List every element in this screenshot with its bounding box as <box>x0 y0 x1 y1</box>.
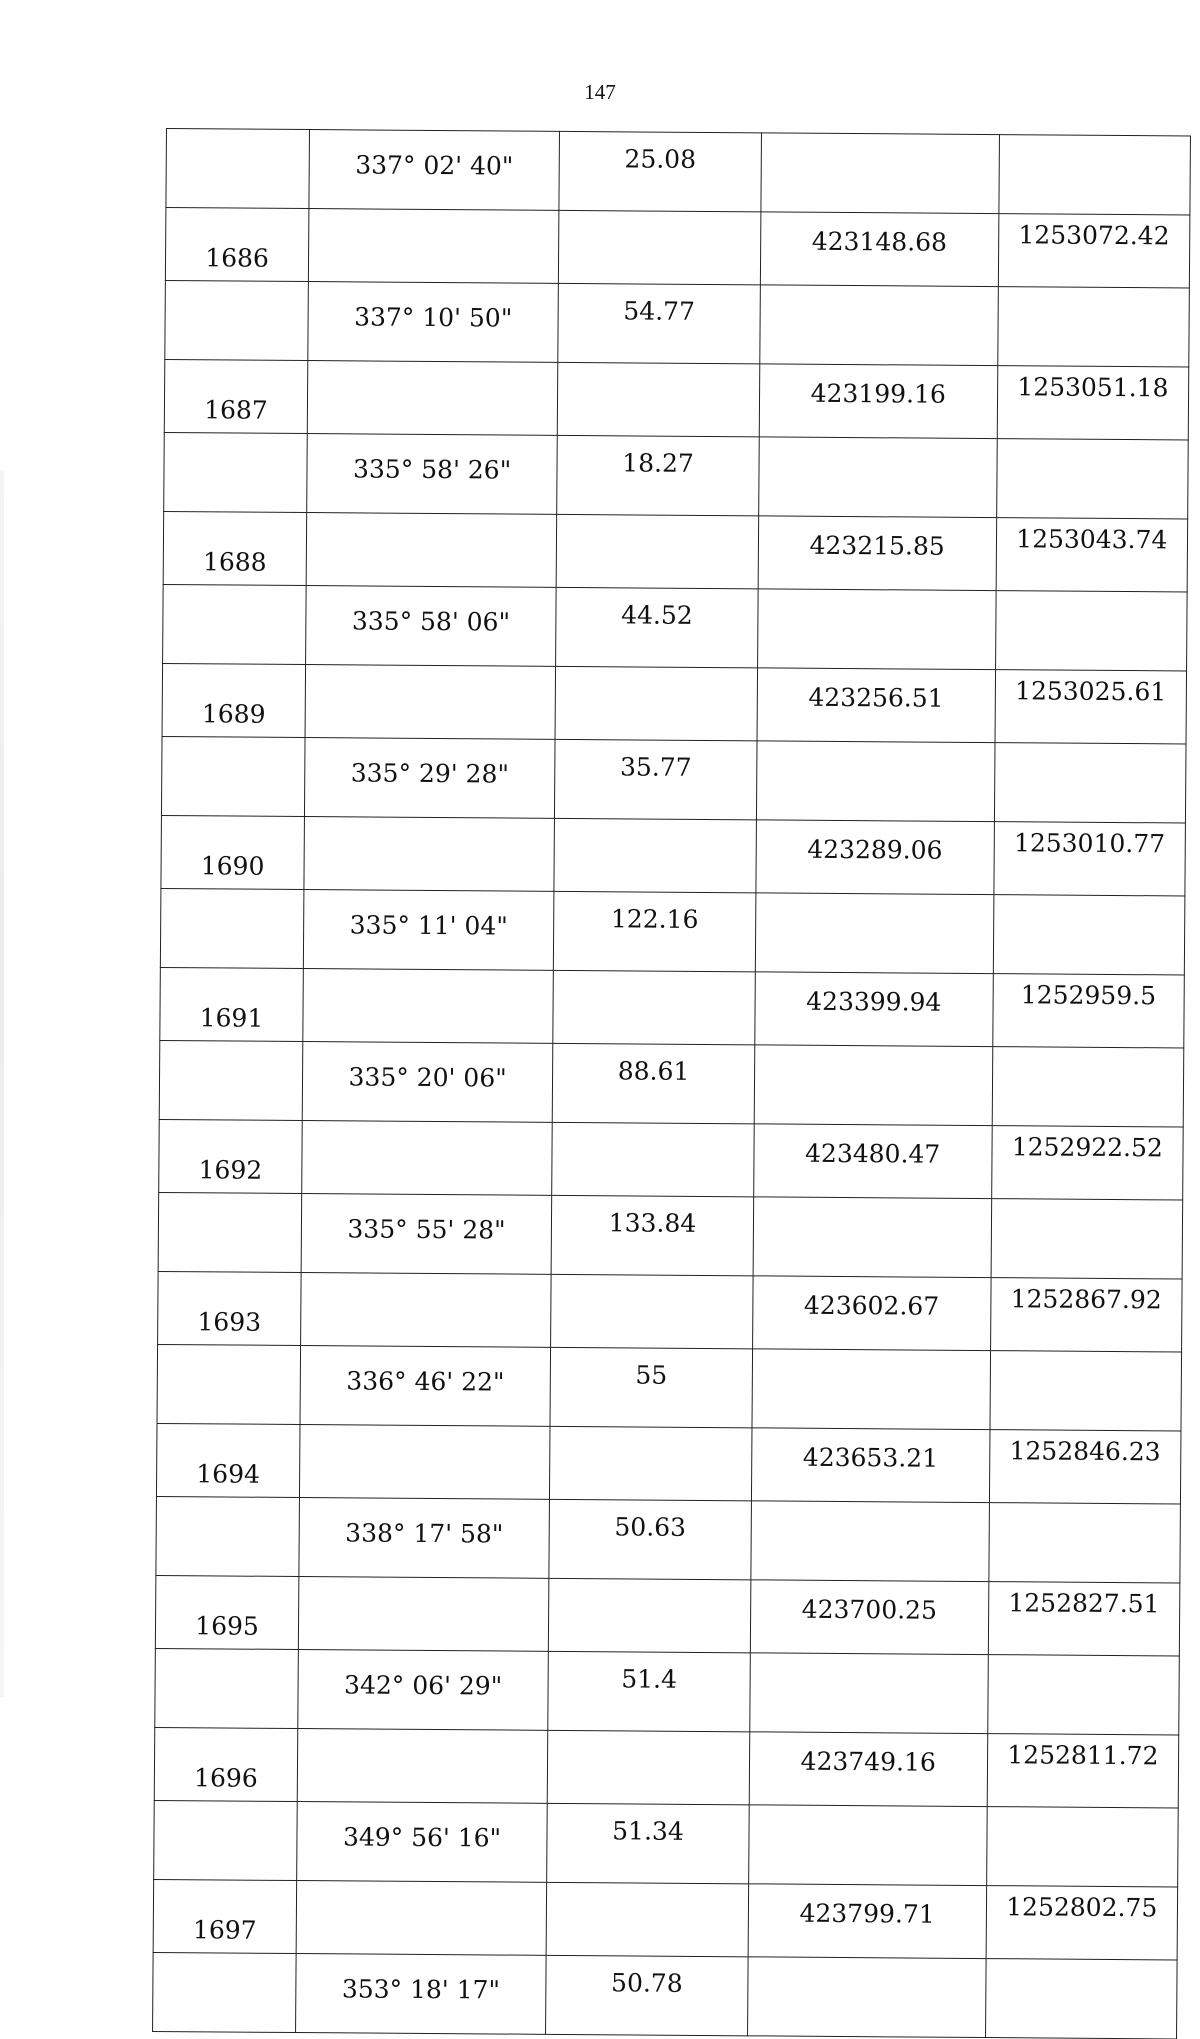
table-row-point <box>163 511 1188 592</box>
easting-cell: 1253043.74 <box>996 518 1188 592</box>
easting-cell <box>988 1503 1180 1583</box>
table-row-point <box>156 1423 1181 1504</box>
station-cell <box>161 736 305 816</box>
station-cell: 1694 <box>156 1423 300 1497</box>
distance-cell: 51.4 <box>548 1651 750 1731</box>
northing-cell <box>761 133 999 214</box>
easting-cell <box>987 1655 1179 1735</box>
survey-table-container <box>152 128 1191 2039</box>
station-cell: 1696 <box>154 1727 298 1801</box>
station-cell: 1690 <box>161 815 305 889</box>
easting-cell: 1252827.51 <box>988 1582 1180 1656</box>
bearing-cell: 336° 46' 22" <box>300 1346 551 1427</box>
northing-cell <box>752 1349 990 1430</box>
easting-cell: 1253051.18 <box>997 366 1189 440</box>
easting-cell: 1252922.52 <box>991 1126 1183 1200</box>
distance-cell <box>556 514 758 588</box>
table-row-point <box>162 663 1187 744</box>
easting-cell <box>991 1199 1183 1279</box>
distance-cell: 50.63 <box>549 1499 751 1579</box>
bearing-cell <box>298 1577 549 1652</box>
distance-cell: 50.78 <box>546 1955 748 2035</box>
station-cell <box>165 280 309 360</box>
easting-cell: 1253025.61 <box>995 670 1187 744</box>
distance-cell <box>551 1274 753 1348</box>
table-row-point <box>165 208 1190 289</box>
station-cell <box>164 432 308 512</box>
distance-cell <box>546 1882 748 1956</box>
distance-cell <box>548 1578 750 1652</box>
easting-cell <box>998 135 1190 215</box>
distance-cell <box>558 210 760 284</box>
table-row-leg <box>157 1344 1182 1431</box>
northing-cell: 423199.16 <box>759 364 997 439</box>
bearing-cell: 335° 58' 26" <box>307 434 558 515</box>
bearing-cell: 335° 11' 04" <box>303 890 554 971</box>
distance-cell <box>554 818 756 892</box>
bearing-cell: 335° 55' 28" <box>301 1194 552 1275</box>
northing-cell <box>751 1501 989 1582</box>
easting-cell: 1253072.42 <box>998 214 1190 288</box>
northing-cell: 423749.16 <box>749 1732 987 1807</box>
table-row-leg <box>154 1800 1179 1887</box>
distance-cell: 51.34 <box>547 1803 749 1883</box>
northing-cell: 423289.06 <box>756 820 994 895</box>
table-row-leg <box>165 280 1190 367</box>
station-cell: 1689 <box>162 663 306 737</box>
table-row-leg <box>155 1648 1180 1735</box>
station-cell: 1697 <box>153 1879 297 1953</box>
easting-cell <box>996 439 1188 519</box>
distance-cell <box>552 1122 754 1196</box>
table-row-leg <box>163 584 1188 671</box>
station-cell <box>158 1192 302 1272</box>
table-row-point <box>154 1727 1179 1808</box>
station-cell <box>163 584 307 664</box>
page-number: 147 <box>584 80 616 104</box>
northing-cell <box>754 1045 992 1126</box>
bearing-cell <box>304 817 555 892</box>
table-row-leg <box>166 129 1191 216</box>
survey-coordinate-table <box>152 128 1191 2039</box>
bearing-cell: 337° 02' 40" <box>309 130 560 211</box>
bearing-cell <box>300 1425 551 1500</box>
station-cell: 1691 <box>160 967 304 1041</box>
table-row-leg <box>156 1496 1181 1583</box>
bearing-cell <box>308 209 559 284</box>
easting-cell: 1252802.75 <box>986 1886 1178 1960</box>
station-cell: 1695 <box>155 1575 299 1649</box>
northing-cell <box>757 589 995 670</box>
northing-cell <box>756 741 994 822</box>
northing-cell <box>748 1805 986 1886</box>
easting-cell <box>990 1351 1182 1431</box>
easting-cell: 1252846.23 <box>989 1430 1181 1504</box>
northing-cell: 423653.21 <box>751 1428 989 1503</box>
northing-cell: 423480.47 <box>754 1124 992 1199</box>
table-row-point <box>161 815 1186 896</box>
easting-cell <box>992 1047 1184 1127</box>
table-row-point <box>153 1879 1178 1960</box>
station-cell: 1692 <box>159 1119 303 1193</box>
easting-cell: 1252867.92 <box>990 1278 1182 1352</box>
table-row-leg <box>160 888 1185 975</box>
easting-cell <box>985 1959 1177 2039</box>
table-row-point <box>160 967 1185 1048</box>
table-row-point <box>155 1575 1180 1656</box>
northing-cell: 423700.25 <box>750 1580 988 1655</box>
table-row-leg <box>159 1040 1184 1127</box>
bearing-cell <box>305 665 556 740</box>
distance-cell <box>547 1730 749 1804</box>
distance-cell: 54.77 <box>558 283 760 363</box>
northing-cell <box>750 1653 988 1734</box>
table-row-leg <box>158 1192 1183 1279</box>
bearing-cell <box>301 1273 552 1348</box>
station-cell <box>155 1648 299 1728</box>
station-cell <box>156 1496 300 1576</box>
easting-cell: 1252811.72 <box>987 1734 1179 1808</box>
bearing-cell: 335° 20' 06" <box>302 1042 553 1123</box>
bearing-cell: 335° 29' 28" <box>305 738 556 819</box>
easting-cell <box>993 895 1185 975</box>
distance-cell <box>555 666 757 740</box>
station-cell <box>160 888 304 968</box>
northing-cell <box>753 1197 991 1278</box>
bearing-cell <box>297 1729 548 1804</box>
bearing-cell <box>306 513 557 588</box>
distance-cell: 88.61 <box>552 1043 754 1123</box>
bearing-cell: 349° 56' 16" <box>297 1802 548 1883</box>
bearing-cell: 353° 18' 17" <box>296 1954 547 2035</box>
bearing-cell <box>302 1121 553 1196</box>
station-cell <box>157 1344 301 1424</box>
bearing-cell <box>303 969 554 1044</box>
bearing-cell: 338° 17' 58" <box>299 1498 550 1579</box>
northing-cell <box>759 437 997 518</box>
easting-cell <box>997 287 1189 367</box>
table-row-point <box>158 1271 1183 1352</box>
northing-cell: 423399.94 <box>755 972 993 1047</box>
distance-cell: 25.08 <box>559 131 761 211</box>
easting-cell <box>995 591 1187 671</box>
station-cell <box>159 1040 303 1120</box>
station-cell: 1693 <box>158 1271 302 1345</box>
bearing-cell <box>307 361 558 436</box>
distance-cell: 133.84 <box>551 1195 753 1275</box>
distance-cell: 55 <box>550 1347 752 1427</box>
table-row-leg <box>164 432 1189 519</box>
station-cell <box>154 1800 298 1880</box>
easting-cell <box>986 1807 1178 1887</box>
northing-cell <box>747 1957 985 2038</box>
northing-cell: 423602.67 <box>752 1276 990 1351</box>
bearing-cell: 335° 58' 06" <box>306 586 557 667</box>
station-cell: 1687 <box>164 359 308 433</box>
station-cell: 1688 <box>163 511 307 585</box>
station-cell <box>166 129 310 209</box>
distance-cell <box>550 1426 752 1500</box>
distance-cell: 35.77 <box>555 739 757 819</box>
table-row-leg <box>161 736 1186 823</box>
easting-cell: 1252959.5 <box>992 974 1184 1048</box>
northing-cell: 423215.85 <box>758 516 996 591</box>
station-cell <box>153 1952 297 2032</box>
scan-edge-shadow <box>0 470 4 1697</box>
bearing-cell: 337° 10' 50" <box>308 282 559 363</box>
northing-cell <box>755 893 993 974</box>
station-cell: 1686 <box>165 208 309 282</box>
table-row-point <box>164 359 1189 440</box>
distance-cell <box>557 362 759 436</box>
bearing-cell <box>296 1881 547 1956</box>
northing-cell <box>760 285 998 366</box>
bearing-cell: 342° 06' 29" <box>298 1650 549 1731</box>
distance-cell <box>553 970 755 1044</box>
table-row-point <box>159 1119 1184 1200</box>
northing-cell: 423148.68 <box>760 212 998 287</box>
table-body <box>153 129 1191 2039</box>
table-row-leg <box>153 1952 1178 2039</box>
distance-cell: 122.16 <box>553 891 755 971</box>
northing-cell: 423799.71 <box>748 1884 986 1959</box>
distance-cell: 44.52 <box>556 587 758 667</box>
distance-cell: 18.27 <box>557 435 759 515</box>
easting-cell: 1253010.77 <box>993 822 1185 896</box>
northing-cell: 423256.51 <box>757 668 995 743</box>
easting-cell <box>994 743 1186 823</box>
